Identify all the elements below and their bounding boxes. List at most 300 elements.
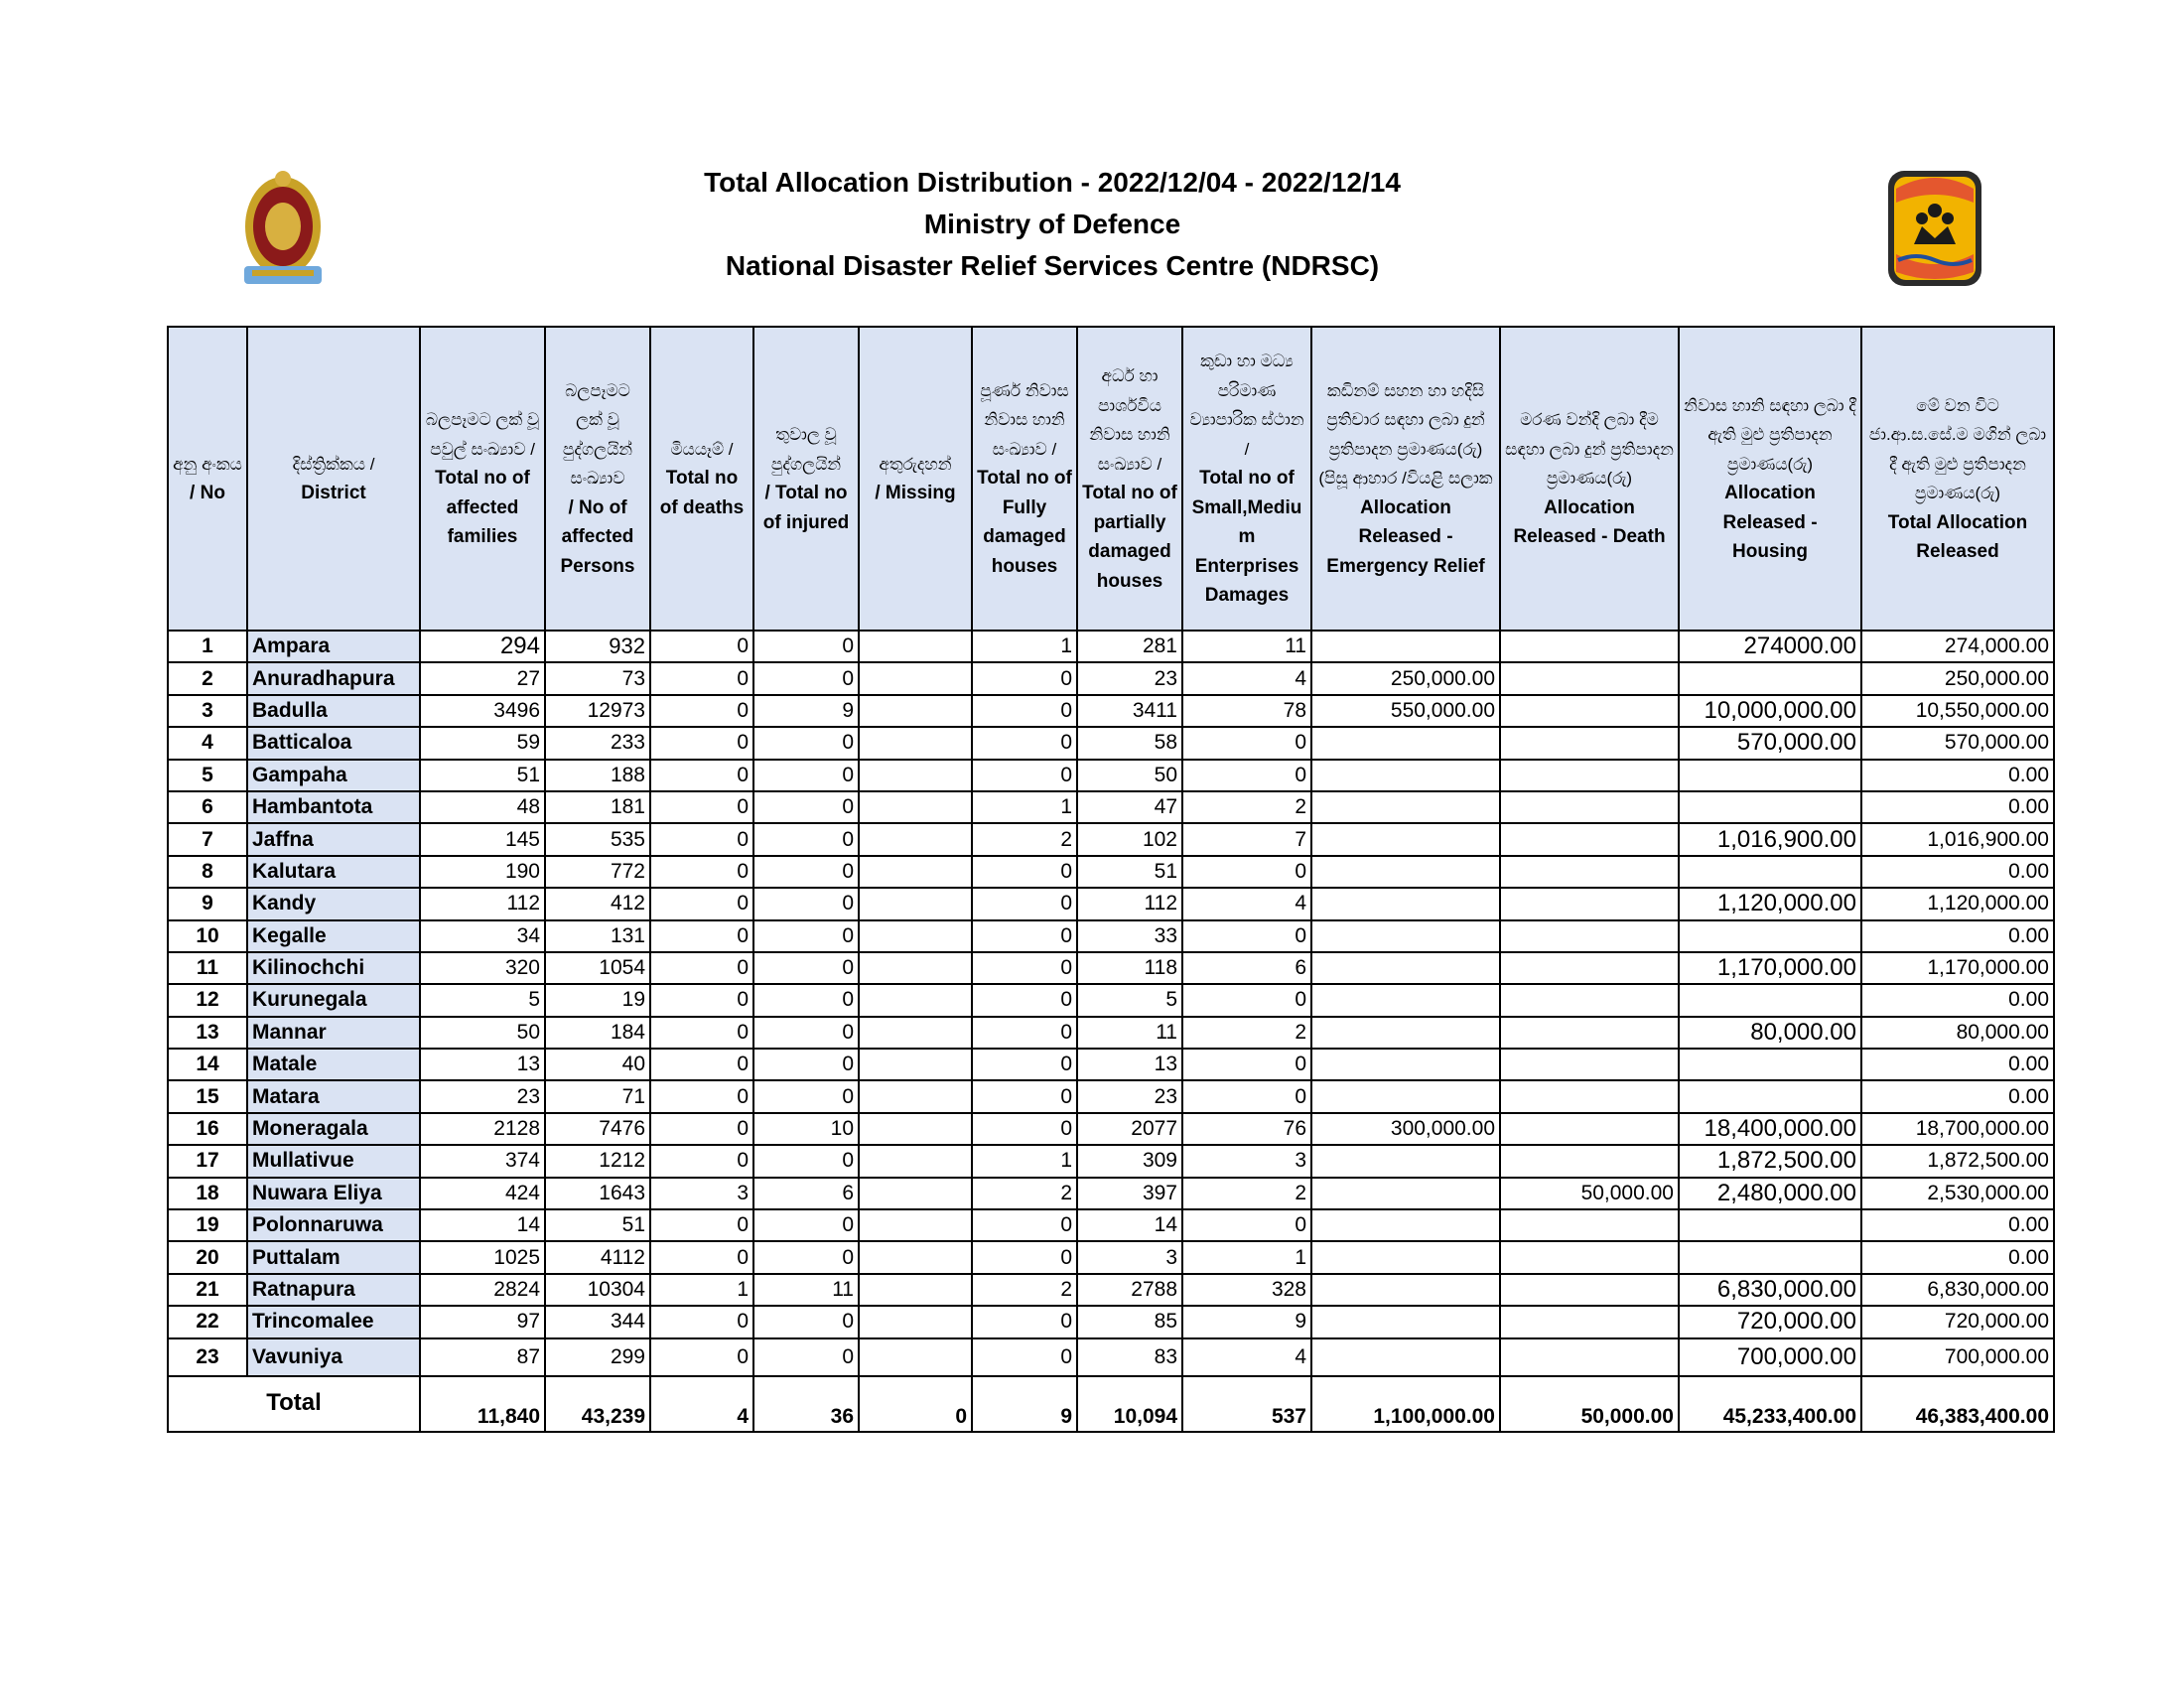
cell-no: 5 bbox=[168, 760, 247, 791]
cell-fully-damaged: 0 bbox=[972, 695, 1077, 727]
cell-no: 22 bbox=[168, 1306, 247, 1337]
cell-injured: 0 bbox=[753, 727, 859, 759]
cell-partially-damaged: 112 bbox=[1077, 888, 1182, 919]
cell-district: Nuwara Eliya bbox=[247, 1178, 420, 1209]
cell-missing bbox=[859, 791, 972, 823]
cell-missing bbox=[859, 727, 972, 759]
cell-emergency-relief bbox=[1311, 1306, 1500, 1337]
cell-death-allocation bbox=[1500, 791, 1679, 823]
cell-partially-damaged: 3411 bbox=[1077, 695, 1182, 727]
cell-total-allocation: 1,120,000.00 bbox=[1861, 888, 2054, 919]
cell-affected-persons: 19 bbox=[545, 984, 650, 1016]
cell-fully-damaged: 0 bbox=[972, 984, 1077, 1016]
cell-deaths: 0 bbox=[650, 823, 753, 855]
cell-emergency-relief bbox=[1311, 1241, 1500, 1273]
cell-missing bbox=[859, 1145, 972, 1177]
cell-total-allocation: 18,700,000.00 bbox=[1861, 1113, 2054, 1145]
cell-total-allocation: 10,550,000.00 bbox=[1861, 695, 2054, 727]
cell-fully-damaged: 0 bbox=[972, 760, 1077, 791]
cell-missing bbox=[859, 662, 972, 694]
cell-affected-families: 48 bbox=[420, 791, 545, 823]
cell-affected-families: 97 bbox=[420, 1306, 545, 1337]
total-injured: 36 bbox=[753, 1376, 859, 1432]
table-row bbox=[168, 856, 2054, 888]
cell-sme-damages: 0 bbox=[1182, 984, 1311, 1016]
cell-affected-persons: 535 bbox=[545, 823, 650, 855]
cell-no: 8 bbox=[168, 856, 247, 888]
cell-no: 21 bbox=[168, 1274, 247, 1306]
cell-total-allocation: 720,000.00 bbox=[1861, 1306, 2054, 1337]
cell-sme-damages: 78 bbox=[1182, 695, 1311, 727]
total-deaths: 4 bbox=[650, 1376, 753, 1432]
cell-partially-damaged: 397 bbox=[1077, 1178, 1182, 1209]
cell-district: Kalutara bbox=[247, 856, 420, 888]
cell-partially-damaged: 309 bbox=[1077, 1145, 1182, 1177]
cell-total-allocation: 274,000.00 bbox=[1861, 631, 2054, 662]
cell-affected-persons: 10304 bbox=[545, 1274, 650, 1306]
cell-deaths: 0 bbox=[650, 727, 753, 759]
cell-affected-families: 294 bbox=[420, 631, 545, 662]
table-row bbox=[168, 1274, 2054, 1306]
cell-no: 10 bbox=[168, 920, 247, 952]
cell-district: Moneragala bbox=[247, 1113, 420, 1145]
cell-partially-damaged: 118 bbox=[1077, 952, 1182, 984]
cell-affected-families: 374 bbox=[420, 1145, 545, 1177]
table-row bbox=[168, 791, 2054, 823]
cell-affected-families: 5 bbox=[420, 984, 545, 1016]
cell-housing-allocation: 700,000.00 bbox=[1679, 1338, 1861, 1376]
col-header-missing: අතුරුදහන් / Missing bbox=[859, 327, 972, 631]
table-row bbox=[168, 1080, 2054, 1112]
cell-emergency-relief bbox=[1311, 888, 1500, 919]
cell-affected-persons: 51 bbox=[545, 1209, 650, 1241]
cell-no: 4 bbox=[168, 727, 247, 759]
table-row bbox=[168, 984, 2054, 1016]
total-sme-damages: 537 bbox=[1182, 1376, 1311, 1432]
cell-district: Mannar bbox=[247, 1017, 420, 1049]
cell-fully-damaged: 0 bbox=[972, 856, 1077, 888]
ndrsc-logo bbox=[1886, 169, 1983, 288]
cell-no: 12 bbox=[168, 984, 247, 1016]
cell-total-allocation: 2,530,000.00 bbox=[1861, 1178, 2054, 1209]
cell-total-allocation: 700,000.00 bbox=[1861, 1338, 2054, 1376]
cell-district: Badulla bbox=[247, 695, 420, 727]
col-header-affected-families: බලපෑමට ලක් වූ පවුල් සංඛ්‍යාව / Total no of affected families bbox=[420, 327, 545, 631]
cell-housing-allocation: 1,170,000.00 bbox=[1679, 952, 1861, 984]
cell-missing bbox=[859, 823, 972, 855]
title-line-1: Total Allocation Distribution - 2022/12/04 - 2022/12/14 bbox=[704, 167, 1401, 198]
cell-death-allocation bbox=[1500, 1306, 1679, 1337]
cell-deaths: 0 bbox=[650, 1049, 753, 1080]
col-header-death-allocation: මරණ වන්දි ලබා දීම සඳහා ලබා දුන් ප්‍රතිපාදන ප්‍රමාණය(රු) Allocation Released - Death bbox=[1500, 327, 1679, 631]
cell-total-allocation: 0.00 bbox=[1861, 760, 2054, 791]
cell-death-allocation bbox=[1500, 727, 1679, 759]
cell-no: 13 bbox=[168, 1017, 247, 1049]
table-row bbox=[168, 1241, 2054, 1273]
cell-fully-damaged: 0 bbox=[972, 1209, 1077, 1241]
cell-fully-damaged: 0 bbox=[972, 888, 1077, 919]
cell-death-allocation bbox=[1500, 984, 1679, 1016]
cell-sme-damages: 0 bbox=[1182, 1049, 1311, 1080]
cell-deaths: 0 bbox=[650, 1113, 753, 1145]
cell-no: 2 bbox=[168, 662, 247, 694]
cell-deaths: 0 bbox=[650, 1241, 753, 1273]
col-header-affected-persons: බලපෑමට ලක් වූ පුද්ගලයින් සංඛ්‍යාව / No of affected Persons bbox=[545, 327, 650, 631]
cell-affected-persons: 932 bbox=[545, 631, 650, 662]
cell-housing-allocation bbox=[1679, 1209, 1861, 1241]
cell-death-allocation bbox=[1500, 1241, 1679, 1273]
cell-fully-damaged: 2 bbox=[972, 1178, 1077, 1209]
table-row bbox=[168, 1338, 2054, 1376]
total-families: 11,840 bbox=[420, 1376, 545, 1432]
cell-injured: 0 bbox=[753, 791, 859, 823]
table-row bbox=[168, 760, 2054, 791]
cell-deaths: 0 bbox=[650, 631, 753, 662]
cell-no: 17 bbox=[168, 1145, 247, 1177]
cell-emergency-relief bbox=[1311, 1178, 1500, 1209]
cell-sme-damages: 7 bbox=[1182, 823, 1311, 855]
cell-missing bbox=[859, 856, 972, 888]
cell-sme-damages: 2 bbox=[1182, 791, 1311, 823]
cell-housing-allocation: 6,830,000.00 bbox=[1679, 1274, 1861, 1306]
cell-missing bbox=[859, 1338, 972, 1376]
cell-emergency-relief bbox=[1311, 1049, 1500, 1080]
cell-fully-damaged: 0 bbox=[972, 952, 1077, 984]
sri-lanka-emblem-logo bbox=[238, 167, 328, 290]
cell-sme-damages: 4 bbox=[1182, 662, 1311, 694]
cell-sme-damages: 9 bbox=[1182, 1306, 1311, 1337]
cell-sme-damages: 6 bbox=[1182, 952, 1311, 984]
cell-affected-families: 27 bbox=[420, 662, 545, 694]
cell-partially-damaged: 102 bbox=[1077, 823, 1182, 855]
cell-emergency-relief bbox=[1311, 1209, 1500, 1241]
cell-affected-persons: 1643 bbox=[545, 1178, 650, 1209]
cell-injured: 0 bbox=[753, 823, 859, 855]
cell-affected-persons: 1212 bbox=[545, 1145, 650, 1177]
table-row bbox=[168, 1178, 2054, 1209]
col-header-emergency-relief: කඩිනම් සහන හා හදිසි ප්‍රතිචාර සඳහා ලබා දුන් ප්‍රතිපාදන ප්‍රමාණය(රු) (පිසූ ආහාර /වියළි සලාක Allocation Released - Emergency Relief bbox=[1311, 327, 1500, 631]
cell-district: Anuradhapura bbox=[247, 662, 420, 694]
cell-no: 23 bbox=[168, 1338, 247, 1376]
cell-no: 7 bbox=[168, 823, 247, 855]
cell-housing-allocation: 720,000.00 bbox=[1679, 1306, 1861, 1337]
cell-deaths: 0 bbox=[650, 888, 753, 919]
table-row bbox=[168, 1209, 2054, 1241]
cell-fully-damaged: 0 bbox=[972, 662, 1077, 694]
cell-housing-allocation: 1,016,900.00 bbox=[1679, 823, 1861, 855]
cell-emergency-relief bbox=[1311, 1274, 1500, 1306]
cell-injured: 0 bbox=[753, 631, 859, 662]
table-row bbox=[168, 631, 2054, 662]
cell-total-allocation: 6,830,000.00 bbox=[1861, 1274, 2054, 1306]
cell-sme-damages: 4 bbox=[1182, 1338, 1311, 1376]
cell-affected-persons: 4112 bbox=[545, 1241, 650, 1273]
col-header-housing-allocation: නිවාස හානි සඳහා ලබා දී ඇති මුළු ප්‍රතිපාදන ප්‍රමාණය(රු) Allocation Released - Housing bbox=[1679, 327, 1861, 631]
cell-sme-damages: 11 bbox=[1182, 631, 1311, 662]
col-header-district: දිස්ත්‍රික්කය / District bbox=[247, 327, 420, 631]
cell-injured: 0 bbox=[753, 952, 859, 984]
table-row bbox=[168, 823, 2054, 855]
cell-sme-damages: 3 bbox=[1182, 1145, 1311, 1177]
total-persons: 43,239 bbox=[545, 1376, 650, 1432]
total-death-allocation: 50,000.00 bbox=[1500, 1376, 1679, 1432]
cell-sme-damages: 1 bbox=[1182, 1241, 1311, 1273]
cell-missing bbox=[859, 1306, 972, 1337]
cell-injured: 0 bbox=[753, 1338, 859, 1376]
cell-sme-damages: 2 bbox=[1182, 1017, 1311, 1049]
cell-deaths: 0 bbox=[650, 791, 753, 823]
cell-partially-damaged: 13 bbox=[1077, 1049, 1182, 1080]
cell-death-allocation: 50,000.00 bbox=[1500, 1178, 1679, 1209]
cell-affected-families: 145 bbox=[420, 823, 545, 855]
cell-partially-damaged: 281 bbox=[1077, 631, 1182, 662]
cell-deaths: 0 bbox=[650, 1338, 753, 1376]
table-row bbox=[168, 888, 2054, 919]
cell-partially-damaged: 47 bbox=[1077, 791, 1182, 823]
allocation-table bbox=[167, 326, 2055, 1433]
cell-deaths: 0 bbox=[650, 952, 753, 984]
cell-injured: 0 bbox=[753, 920, 859, 952]
cell-affected-families: 23 bbox=[420, 1080, 545, 1112]
cell-affected-persons: 181 bbox=[545, 791, 650, 823]
cell-emergency-relief bbox=[1311, 856, 1500, 888]
cell-missing bbox=[859, 631, 972, 662]
cell-affected-persons: 344 bbox=[545, 1306, 650, 1337]
cell-no: 9 bbox=[168, 888, 247, 919]
cell-emergency-relief bbox=[1311, 952, 1500, 984]
cell-affected-families: 87 bbox=[420, 1338, 545, 1376]
cell-no: 15 bbox=[168, 1080, 247, 1112]
cell-emergency-relief bbox=[1311, 1145, 1500, 1177]
cell-death-allocation bbox=[1500, 856, 1679, 888]
cell-injured: 6 bbox=[753, 1178, 859, 1209]
cell-partially-damaged: 83 bbox=[1077, 1338, 1182, 1376]
cell-affected-families: 51 bbox=[420, 760, 545, 791]
cell-death-allocation bbox=[1500, 1017, 1679, 1049]
cell-injured: 0 bbox=[753, 760, 859, 791]
cell-housing-allocation bbox=[1679, 760, 1861, 791]
cell-district: Kilinochchi bbox=[247, 952, 420, 984]
total-allocation-released: 46,383,400.00 bbox=[1861, 1376, 2054, 1432]
cell-sme-damages: 0 bbox=[1182, 1080, 1311, 1112]
cell-total-allocation: 0.00 bbox=[1861, 1049, 2054, 1080]
cell-emergency-relief bbox=[1311, 760, 1500, 791]
cell-missing bbox=[859, 1274, 972, 1306]
cell-affected-families: 2824 bbox=[420, 1274, 545, 1306]
cell-death-allocation bbox=[1500, 1113, 1679, 1145]
cell-injured: 0 bbox=[753, 856, 859, 888]
cell-housing-allocation: 80,000.00 bbox=[1679, 1017, 1861, 1049]
col-header-sme-damages: කුඩා හා මධ්‍ය පරිමාණ ව්‍යාපාරික ස්ථාන / Total no of Small,Medium Enterprises Damages bbox=[1182, 327, 1311, 631]
cell-housing-allocation: 1,872,500.00 bbox=[1679, 1145, 1861, 1177]
cell-injured: 0 bbox=[753, 984, 859, 1016]
total-fully-damaged: 9 bbox=[972, 1376, 1077, 1432]
cell-total-allocation: 0.00 bbox=[1861, 1080, 2054, 1112]
cell-missing bbox=[859, 952, 972, 984]
cell-missing bbox=[859, 1241, 972, 1273]
totals-row bbox=[168, 1376, 2054, 1432]
title-line-3: National Disaster Relief Services Centre (NDRSC) bbox=[725, 250, 1380, 281]
document-title-block bbox=[556, 162, 1549, 287]
cell-partially-damaged: 14 bbox=[1077, 1209, 1182, 1241]
cell-fully-damaged: 2 bbox=[972, 823, 1077, 855]
cell-death-allocation bbox=[1500, 823, 1679, 855]
cell-partially-damaged: 2077 bbox=[1077, 1113, 1182, 1145]
cell-fully-damaged: 0 bbox=[972, 1241, 1077, 1273]
cell-housing-allocation bbox=[1679, 984, 1861, 1016]
cell-deaths: 0 bbox=[650, 1209, 753, 1241]
table-row bbox=[168, 952, 2054, 984]
cell-no: 19 bbox=[168, 1209, 247, 1241]
cell-district: Kandy bbox=[247, 888, 420, 919]
cell-emergency-relief bbox=[1311, 823, 1500, 855]
cell-housing-allocation: 10,000,000.00 bbox=[1679, 695, 1861, 727]
cell-injured: 0 bbox=[753, 1241, 859, 1273]
cell-fully-damaged: 0 bbox=[972, 920, 1077, 952]
cell-partially-damaged: 11 bbox=[1077, 1017, 1182, 1049]
cell-affected-families: 3496 bbox=[420, 695, 545, 727]
cell-emergency-relief: 550,000.00 bbox=[1311, 695, 1500, 727]
cell-housing-allocation: 2,480,000.00 bbox=[1679, 1178, 1861, 1209]
cell-deaths: 1 bbox=[650, 1274, 753, 1306]
cell-missing bbox=[859, 760, 972, 791]
cell-district: Ratnapura bbox=[247, 1274, 420, 1306]
totals-label: Total bbox=[168, 1376, 420, 1432]
table-row bbox=[168, 1049, 2054, 1080]
cell-injured: 0 bbox=[753, 888, 859, 919]
cell-affected-families: 1025 bbox=[420, 1241, 545, 1273]
cell-affected-families: 13 bbox=[420, 1049, 545, 1080]
cell-missing bbox=[859, 1017, 972, 1049]
cell-death-allocation bbox=[1500, 1209, 1679, 1241]
cell-injured: 0 bbox=[753, 1017, 859, 1049]
cell-emergency-relief bbox=[1311, 984, 1500, 1016]
total-missing: 0 bbox=[859, 1376, 972, 1432]
cell-missing bbox=[859, 1113, 972, 1145]
cell-housing-allocation bbox=[1679, 662, 1861, 694]
cell-death-allocation bbox=[1500, 952, 1679, 984]
cell-missing bbox=[859, 695, 972, 727]
cell-total-allocation: 80,000.00 bbox=[1861, 1017, 2054, 1049]
cell-death-allocation bbox=[1500, 1080, 1679, 1112]
cell-deaths: 0 bbox=[650, 1306, 753, 1337]
table-row bbox=[168, 1306, 2054, 1337]
cell-deaths: 3 bbox=[650, 1178, 753, 1209]
cell-housing-allocation bbox=[1679, 920, 1861, 952]
cell-deaths: 0 bbox=[650, 695, 753, 727]
cell-sme-damages: 76 bbox=[1182, 1113, 1311, 1145]
cell-no: 14 bbox=[168, 1049, 247, 1080]
table-row bbox=[168, 727, 2054, 759]
cell-deaths: 0 bbox=[650, 662, 753, 694]
cell-affected-families: 34 bbox=[420, 920, 545, 952]
cell-deaths: 0 bbox=[650, 1080, 753, 1112]
col-header-fully-damaged: පූර්ණ නිවාස නිවාස හානි සංඛ්‍යාව / Total no of Fully damaged houses bbox=[972, 327, 1077, 631]
cell-missing bbox=[859, 1080, 972, 1112]
cell-affected-persons: 40 bbox=[545, 1049, 650, 1080]
cell-district: Puttalam bbox=[247, 1241, 420, 1273]
cell-sme-damages: 0 bbox=[1182, 856, 1311, 888]
cell-affected-persons: 12973 bbox=[545, 695, 650, 727]
cell-death-allocation bbox=[1500, 888, 1679, 919]
cell-emergency-relief bbox=[1311, 920, 1500, 952]
title-line-2: Ministry of Defence bbox=[923, 209, 1181, 239]
cell-sme-damages: 328 bbox=[1182, 1274, 1311, 1306]
cell-affected-families: 2128 bbox=[420, 1113, 545, 1145]
cell-housing-allocation: 274000.00 bbox=[1679, 631, 1861, 662]
table-row bbox=[168, 662, 2054, 694]
cell-no: 1 bbox=[168, 631, 247, 662]
cell-missing bbox=[859, 1049, 972, 1080]
cell-fully-damaged: 2 bbox=[972, 1274, 1077, 1306]
cell-housing-allocation bbox=[1679, 856, 1861, 888]
cell-partially-damaged: 33 bbox=[1077, 920, 1182, 952]
table-row bbox=[168, 1017, 2054, 1049]
cell-housing-allocation bbox=[1679, 1049, 1861, 1080]
table-row bbox=[168, 920, 2054, 952]
total-housing-allocation: 45,233,400.00 bbox=[1679, 1376, 1861, 1432]
cell-partially-damaged: 3 bbox=[1077, 1241, 1182, 1273]
cell-deaths: 0 bbox=[650, 1145, 753, 1177]
cell-no: 20 bbox=[168, 1241, 247, 1273]
cell-housing-allocation bbox=[1679, 1241, 1861, 1273]
cell-deaths: 0 bbox=[650, 856, 753, 888]
table-row bbox=[168, 1145, 2054, 1177]
cell-district: Ampara bbox=[247, 631, 420, 662]
cell-district: Batticaloa bbox=[247, 727, 420, 759]
cell-no: 3 bbox=[168, 695, 247, 727]
total-partially-damaged: 10,094 bbox=[1077, 1376, 1182, 1432]
cell-sme-damages: 0 bbox=[1182, 760, 1311, 791]
cell-affected-persons: 184 bbox=[545, 1017, 650, 1049]
cell-partially-damaged: 23 bbox=[1077, 1080, 1182, 1112]
cell-emergency-relief bbox=[1311, 791, 1500, 823]
cell-missing bbox=[859, 1209, 972, 1241]
cell-no: 18 bbox=[168, 1178, 247, 1209]
cell-emergency-relief bbox=[1311, 1017, 1500, 1049]
cell-death-allocation bbox=[1500, 1049, 1679, 1080]
cell-deaths: 0 bbox=[650, 984, 753, 1016]
cell-death-allocation bbox=[1500, 695, 1679, 727]
cell-emergency-relief bbox=[1311, 631, 1500, 662]
cell-death-allocation bbox=[1500, 1145, 1679, 1177]
cell-district: Jaffna bbox=[247, 823, 420, 855]
cell-total-allocation: 1,872,500.00 bbox=[1861, 1145, 2054, 1177]
cell-sme-damages: 0 bbox=[1182, 1209, 1311, 1241]
cell-death-allocation bbox=[1500, 662, 1679, 694]
cell-fully-damaged: 1 bbox=[972, 1145, 1077, 1177]
table-row bbox=[168, 1113, 2054, 1145]
cell-emergency-relief bbox=[1311, 1338, 1500, 1376]
cell-district: Vavuniya bbox=[247, 1338, 420, 1376]
cell-no: 16 bbox=[168, 1113, 247, 1145]
cell-missing bbox=[859, 1178, 972, 1209]
cell-partially-damaged: 2788 bbox=[1077, 1274, 1182, 1306]
cell-injured: 10 bbox=[753, 1113, 859, 1145]
cell-district: Hambantota bbox=[247, 791, 420, 823]
cell-fully-damaged: 0 bbox=[972, 1338, 1077, 1376]
cell-total-allocation: 0.00 bbox=[1861, 920, 2054, 952]
cell-district: Kurunegala bbox=[247, 984, 420, 1016]
cell-affected-persons: 412 bbox=[545, 888, 650, 919]
cell-fully-damaged: 0 bbox=[972, 727, 1077, 759]
cell-no: 6 bbox=[168, 791, 247, 823]
cell-death-allocation bbox=[1500, 1274, 1679, 1306]
cell-total-allocation: 1,170,000.00 bbox=[1861, 952, 2054, 984]
cell-affected-families: 320 bbox=[420, 952, 545, 984]
cell-sme-damages: 0 bbox=[1182, 920, 1311, 952]
col-header-injured: තුවාල වූ පුද්ගලයින් / Total no of injured bbox=[753, 327, 859, 631]
